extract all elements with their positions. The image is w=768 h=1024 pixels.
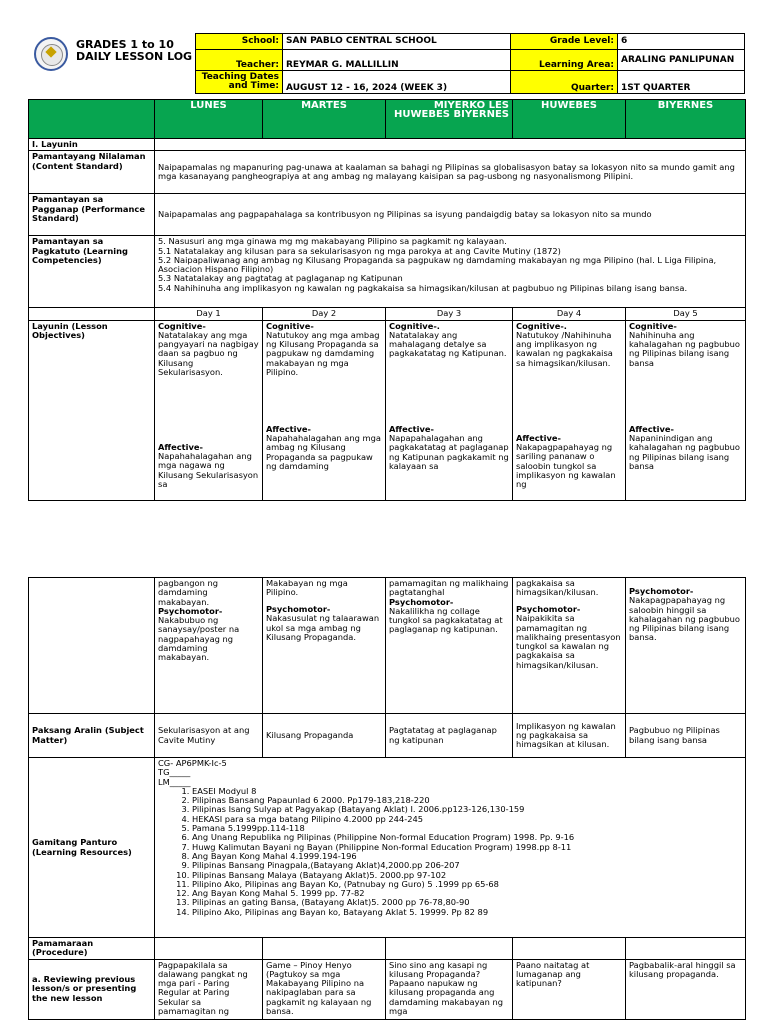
quarter-value: 1ST QUARTER	[618, 71, 745, 94]
review-day4: Paano naitatag at lumaganap ang katipunan?	[513, 959, 626, 1019]
grade-level-value: 6	[618, 34, 745, 50]
objective-cont-day2	[263, 578, 386, 714]
day-label-2: Day 2	[263, 308, 386, 320]
resource-item: 12. Ang Bayan Kong Mahal 5. 1999 pp. 77-82	[192, 889, 742, 898]
affective-heading: Affective-	[629, 423, 674, 434]
objectives-label: Layunin (Lesson Objectives)	[29, 320, 155, 500]
competency-item: 5.3 Natatalakay ang pagtatag at paglaganap ng Katipunan	[158, 273, 403, 284]
resource-item: 1. EASEI Modyul 8	[192, 787, 742, 796]
psychomotor-heading: Psychomotor-	[516, 604, 581, 614]
day-label-1: Day 1	[155, 308, 263, 320]
affective-text-continued: pagkakaisa sa himagsikan/kilusan.	[516, 578, 599, 598]
competency-item: 5.1 Natatalakay ang kilusan para sa sekularisasyon ng mga parokya at ang Cavite Mutiny (1872)	[158, 245, 561, 256]
header-info-table	[195, 33, 745, 94]
learning-area-label: Learning Area:	[511, 50, 618, 71]
blank-header-cell	[29, 100, 155, 139]
day-label-5: Day 5	[626, 308, 746, 320]
resource-item: 10. Pilipinas Bansang Malaya (Batayang Aklat)5. 2000.pp 97-102	[192, 871, 742, 880]
competencies-text	[155, 236, 746, 308]
review-day2: Game – Pinoy Henyo (Pagtukoy sa mga Makabayang Pilipino na nakipaglaban para sa pagkamit ng kalayaan ng bansa.	[263, 959, 386, 1019]
resource-item: 6. Ang Unang Republika ng Pilipinas (Philippine Non-formal Education Program) 1998. Pp. 9-16	[192, 833, 742, 842]
day-header-martes: MARTES	[263, 100, 386, 139]
subject-matter-day3: Pagtatatag at paglaganap ng katipunan	[386, 714, 513, 758]
procedure-blank	[386, 938, 513, 960]
teaching-dates-label: Teaching Dates and Time:	[196, 71, 283, 94]
competency-item: 5. Nasusuri ang mga ginawa mg mg makabayang Pilipino sa pagkamit ng kalayaan.	[158, 236, 507, 247]
resource-item: 11. Pilipino Ako, Pilipinas ang Bayan Ko, (Patnubay ng Guro) 5 .1999 pp 65-68	[192, 880, 742, 889]
subject-matter-day5: Pagbubuo ng Pilipinas bilang isang bansa	[626, 714, 746, 758]
content-standard-label: Pamantayang Nilalaman (Content Standard)	[29, 151, 155, 194]
psychomotor-text: Nakalilikha ng collage tungkol sa pagkakatatag at paglaganap ng katipunan.	[389, 605, 503, 635]
resource-item: 3. Pilipinas Isang Sulyap at Pagyakap (Batayang Aklat) I. 2006.pp123-126,130-159	[192, 805, 742, 814]
day-header-huwebes: HUWEBES	[513, 100, 626, 139]
subject-matter-day2: Kilusang Propaganda	[263, 714, 386, 758]
affective-heading: Affective-	[158, 441, 203, 452]
affective-text: Napahahalagahan ang mga ambag ng Kilusang Propaganda sa pagpukaw ng damdaming	[266, 433, 381, 472]
psychomotor-heading: Psychomotor-	[629, 586, 694, 596]
cognitive-text: Natatalakay ang mahalagang detalye sa pagkakatatag ng Katipunan.	[389, 329, 507, 359]
cognitive-text: Natatalakay ang mga pangyayari na nagbigay daan sa pagbuo ng Kilusang Sekularisasyon.	[158, 329, 259, 378]
affective-heading: Affective-	[516, 432, 561, 443]
objective-cont-day4	[513, 578, 626, 714]
quarter-label: Quarter:	[511, 71, 618, 94]
objective-day3	[386, 320, 513, 500]
subject-matter-label: Paksang Aralin (Subject Matter)	[29, 714, 155, 758]
resource-item: 14. Pilipino Ako, Pilipinas ang Bayan ko, Batayang Aklat 5. 19999. Pp 82 89	[192, 908, 742, 917]
school-value: SAN PABLO CENTRAL SCHOOL	[283, 34, 511, 50]
objective-cont-day1	[155, 578, 263, 714]
review-day3: Sino sino ang kasapi ng kilusang Propaganda? Papaano napukaw ng kilusang propaganda ang damdaming makabayan ng mga	[386, 959, 513, 1019]
affective-text: Napaninindigan ang kahalagahan ng pagbubuo ng Pilipinas bilang isang bansa	[629, 433, 740, 472]
objective-cont-day5	[626, 578, 746, 714]
page-title: GRADES 1 to 10 DAILY LESSON LOG	[76, 38, 193, 63]
review-day5: Pagbabalik-aral hinggil sa kilusang propaganda.	[626, 959, 746, 1019]
affective-text: Napahahalagahan ang mga nagawa ng Kilusang Sekularisasyon sa	[158, 451, 259, 490]
psychomotor-text: Nakapagpapahayag ng saloobin hinggil sa kahalagahan ng pagbubuo ng Pilipinas bilang isang bansa.	[629, 595, 740, 643]
cognitive-heading: Cognitive-	[158, 320, 206, 331]
performance-standard-text: Naipapamalas ang pagpapahalaga sa kontribusyon ng Pilipinas sa isyung pandaigdig batay sa lokasyon nito sa mundo	[155, 194, 746, 236]
grade-level-label: Grade Level:	[511, 34, 618, 50]
day-label-4: Day 4	[513, 308, 626, 320]
objective-day5	[626, 320, 746, 500]
cognitive-text: Natutukoy /Nahihinuha ang implikasyon ng kawalan ng pagkakaisa sa himagsikan/kilusan.	[516, 329, 613, 368]
procedure-blank	[626, 938, 746, 960]
competencies-label: Pamantayan sa Pagkatuto (Learning Competencies)	[29, 236, 155, 308]
resources-label: Gamitang Panturo (Learning Resources)	[29, 758, 155, 938]
affective-heading: Affective-	[389, 423, 434, 434]
cognitive-text: Natutukoy ang mga ambag ng Kilusang Propaganda sa pagpukaw ng damdaming makabayan ng mga Pilipino.	[266, 329, 380, 378]
objective-day2	[263, 320, 386, 500]
performance-standard-label: Pamantayan sa Pagganap (Performance Standard)	[29, 194, 155, 236]
cognitive-heading: Cognitive-	[266, 320, 314, 331]
day-header-biyernes: BIYERNES	[626, 100, 746, 139]
day-label-3: Day 3	[386, 308, 513, 320]
day-label-blank	[29, 308, 155, 320]
affective-text-continued: pagbangon ng damdaming makabayan.	[158, 578, 218, 607]
day-header-miyerkoles: MIYERKO LES HUWEBES BIYERNES	[386, 100, 513, 139]
affective-text: Nakapagpapahayag ng sariling pananaw o saloobin tungkol sa implikasyon ng kawalan ng	[516, 442, 616, 490]
school-label: School:	[196, 34, 283, 50]
resource-item: 2. Pilipinas Bansang Papaunlad 6 2000. Pp179-183,218-220	[192, 796, 742, 805]
deped-seal-logo	[34, 37, 68, 71]
review-label: a. Reviewing previous lesson/s or presenting the new lesson	[29, 959, 155, 1019]
resource-item: 8. Ang Bayan Kong Mahal 4.1999.194-196	[192, 852, 742, 861]
cognitive-heading: Cognitive-.	[389, 320, 440, 331]
psychomotor-text: Naipakikita sa pamamagitan ng malikhaing presentasyon tungkol sa kawalan ng pagkakaisa sa himagsikan/kilusan.	[516, 613, 621, 670]
teacher-value: REYMAR G. MALLILLIN	[283, 50, 511, 71]
layunin-blank	[155, 139, 746, 151]
affective-text-continued: Makabayan ng mga Pilipino.	[266, 578, 348, 598]
resource-code: CG- AP6PMK-Ic-5	[158, 758, 227, 768]
objective-day1	[155, 320, 263, 500]
procedure-label: Pamamaraan (Procedure)	[29, 938, 155, 960]
resources-list	[158, 787, 742, 917]
procedure-blank	[513, 938, 626, 960]
resource-code: TG_____	[158, 767, 191, 778]
affective-text: Napapahalagahan ang pagkakatatag at paglaganap ng Katipunan pagkakamit ng kalayaan sa	[389, 433, 509, 472]
objective-cont-day3	[386, 578, 513, 714]
layunin-heading: I. Layunin	[29, 139, 155, 151]
teacher-label: Teacher:	[196, 50, 283, 71]
competency-item: 5.4 Nahihinuha ang implikasyon ng kawalan ng pagkakaisa sa himagsikan/kilusan at pagbubuo ng Pilipinas bilang isang bansa.	[158, 282, 688, 293]
resource-item: 5. Pamana 5.1999pp.114-118	[192, 824, 742, 833]
learning-area-value: ARALING PANLIPUNAN	[618, 50, 745, 71]
objectives-continued-label	[29, 578, 155, 714]
lesson-log-table-page1	[28, 99, 746, 501]
resource-item: 13. Pilipinas an gating Bansa, (Batayang Aklat)5. 2000 pp 76-78,80-90	[192, 898, 742, 907]
psychomotor-text: Nakabubuo ng sanaysay/poster na nagpapahayag ng damdaming makabayan.	[158, 615, 240, 663]
teaching-dates-value: AUGUST 12 - 16, 2024 (WEEK 3)	[283, 71, 511, 94]
psychomotor-text: Nakasusulat ng talaarawan ukol sa mga ambag ng Kilusang Propaganda.	[266, 613, 380, 642]
cognitive-text: Nahihinuha ang kahalagahan ng pagbubuo ng Pilipinas bilang isang bansa	[629, 329, 740, 368]
competency-item: 5.2 Naipapaliwanag ang ambag ng Kilusang Propaganda sa pagpukaw ng damdaming makabayan ng mga Pilipino (hal. L Liga Filipina, Asociacion Hispano Filipino)	[158, 254, 717, 275]
procedure-blank	[155, 938, 263, 960]
procedure-blank	[263, 938, 386, 960]
affective-heading: Affective-	[266, 423, 311, 434]
affective-text-continued: pamamagitan ng malikhaing pagtatanghal	[389, 578, 509, 598]
psychomotor-heading: Psychomotor-	[266, 604, 331, 614]
psychomotor-heading: Psychomotor-	[158, 605, 223, 616]
cognitive-heading: Cognitive-	[629, 320, 677, 331]
day-header-lunes: LUNES	[155, 100, 263, 139]
subject-matter-day4: Implikasyon ng kawalan ng pagkakaisa sa himagsikan at kilusan.	[513, 714, 626, 758]
lesson-log-table-page2	[28, 577, 746, 1020]
resource-item: 9. Pilipinas Bansang Pinagpala,(Batayang Aklat)4,2000.pp 206-207	[192, 861, 742, 870]
resource-item: 4. HEKASI para sa mga batang Pilipino 4.2000 pp 244-245	[192, 815, 742, 824]
resource-code: LM_____	[158, 776, 191, 787]
review-day1: Pagpapakilala sa dalawang pangkat ng mga pari - Paring Regular at Paring Sekular sa pamamagitan ng	[155, 959, 263, 1019]
subject-matter-day1: Sekularisasyon at ang Cavite Mutiny	[155, 714, 263, 758]
cognitive-heading: Cognitive-.	[516, 320, 567, 331]
resource-item: 7. Huwg Kalimutan Bayani ng Bayan (Philippine Non-formal Education Program) 1998.pp 8-11	[192, 843, 742, 852]
psychomotor-heading: Psychomotor-	[389, 596, 454, 607]
content-standard-text: Naipapamalas ng mapanuring pag-unawa at kaalaman sa bahagi ng Pilipinas sa globalisasyon batay sa lokasyon nito sa mundo gamit ang mga kasanayang pangheograpiya at ang ambag ng malayang kaisipan sa pag-usbong ng nasyonalismong Pilipini.	[155, 151, 746, 194]
resources-list-cell	[155, 758, 746, 938]
objective-day4	[513, 320, 626, 500]
